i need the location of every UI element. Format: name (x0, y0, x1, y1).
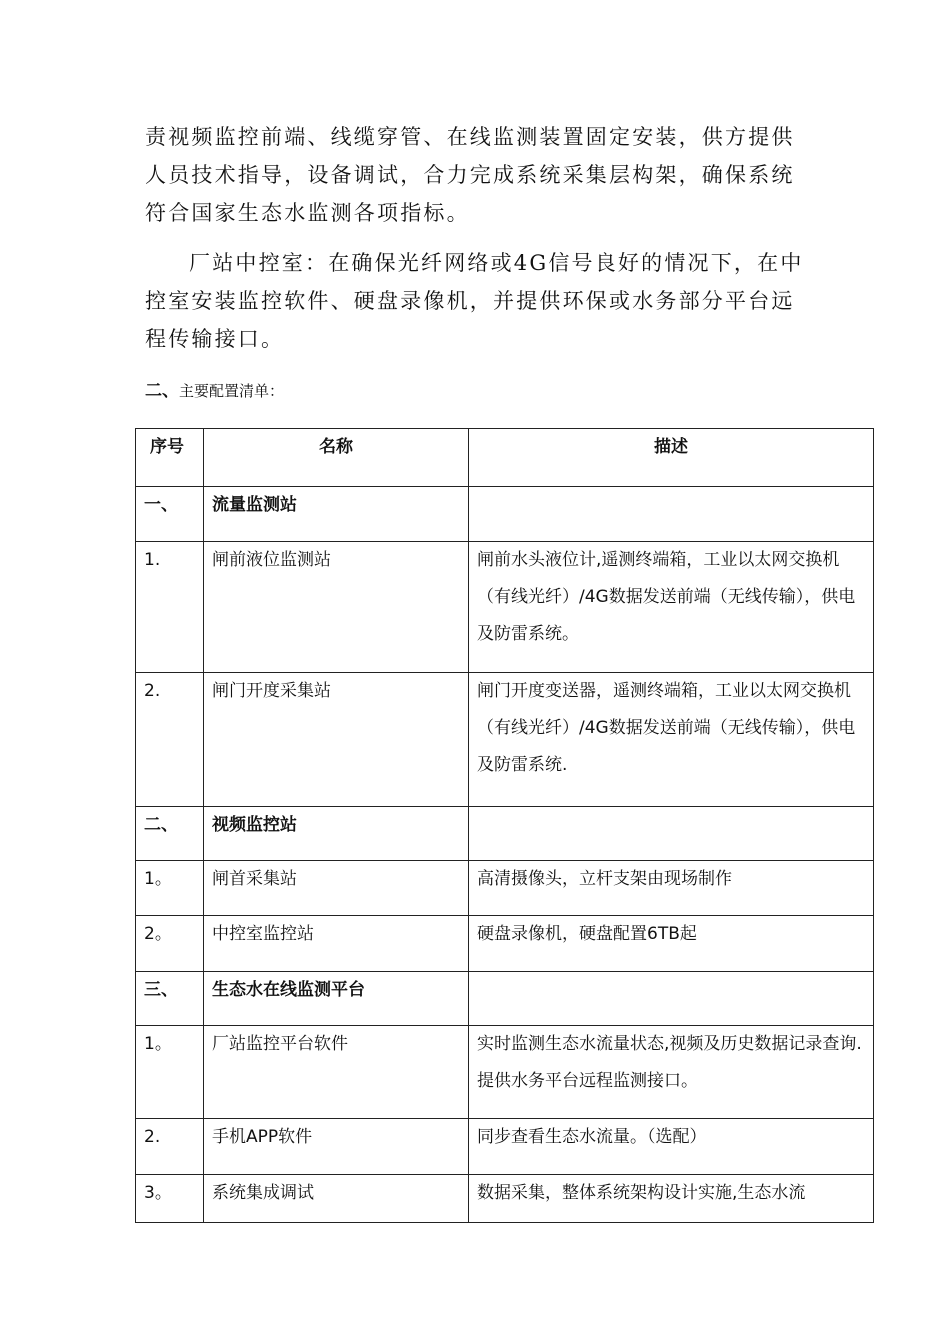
row-name: 流量监测站 (204, 487, 469, 542)
header-description: 描述 (469, 429, 874, 487)
row-index: 2. (136, 673, 204, 807)
row-description (469, 487, 874, 542)
row-name: 闸门开度采集站 (204, 673, 469, 807)
config-table (135, 428, 874, 1223)
row-name: 闸首采集站 (204, 861, 469, 916)
row-description: 数据采集，整体系统架构设计实施,生态水流 (469, 1175, 874, 1223)
table-header-row (136, 429, 874, 487)
table-row (136, 972, 874, 1026)
row-name: 厂站监控平台软件 (204, 1026, 469, 1119)
table-row (136, 807, 874, 861)
section-heading (145, 378, 284, 404)
row-description: 同步查看生态水流量。（选配） (469, 1119, 874, 1175)
section-number: 二、 (145, 381, 179, 401)
row-description (469, 972, 874, 1026)
row-name: 手机APP软件 (204, 1119, 469, 1175)
table-row (136, 487, 874, 542)
header-index: 序号 (136, 429, 204, 487)
row-index: 1。 (136, 1026, 204, 1119)
row-name: 中控室监控站 (204, 916, 469, 972)
row-index: 3。 (136, 1175, 204, 1223)
row-name: 系统集成调试 (204, 1175, 469, 1223)
table-row (136, 1119, 874, 1175)
table-row (136, 1175, 874, 1223)
paragraph-control-room: 厂站中控室：在确保光纤网络或4G信号良好的情况下，在中控室安装监控软件、硬盘录像机，并提供环保或水务部分平台远程传输接口。 (145, 251, 804, 351)
table-row (136, 1026, 874, 1119)
table-row (136, 861, 874, 916)
row-description: 闸前水头液位计,遥测终端箱，工业以太网交换机（有线光纤）/4G数据发送前端（无线传输），供电及防雷系统。 (469, 542, 874, 673)
table-row (136, 916, 874, 972)
row-index: 2. (136, 1119, 204, 1175)
table-row (136, 542, 874, 673)
row-description: 硬盘录像机，硬盘配置6TB起 (469, 916, 874, 972)
row-index: 二、 (136, 807, 204, 861)
row-index: 1. (136, 542, 204, 673)
row-index: 一、 (136, 487, 204, 542)
row-name: 视频监控站 (204, 807, 469, 861)
row-description: 实时监测生态水流量状态,视频及历史数据记录查询.提供水务平台远程监测接口。 (469, 1026, 874, 1119)
row-description (469, 807, 874, 861)
row-description: 闸门开度变送器，遥测终端箱，工业以太网交换机（有线光纤）/4G数据发送前端（无线传输），供电及防雷系统. (469, 673, 874, 807)
row-description: 高清摄像头，立杆支架由现场制作 (469, 861, 874, 916)
row-name: 闸前液位监测站 (204, 542, 469, 673)
table-row (136, 673, 874, 807)
section-title: 主要配置清单： (179, 382, 285, 400)
paragraph-installation: 责视频监控前端、线缆穿管、在线监测装置固定安装，供方提供人员技术指导，设备调试，合力完成系统采集层构架，确保系统符合国家生态水监测各项指标。 (145, 125, 795, 225)
row-name: 生态水在线监测平台 (204, 972, 469, 1026)
row-index: 1。 (136, 861, 204, 916)
row-index: 三、 (136, 972, 204, 1026)
row-index: 2。 (136, 916, 204, 972)
header-name: 名称 (204, 429, 469, 487)
